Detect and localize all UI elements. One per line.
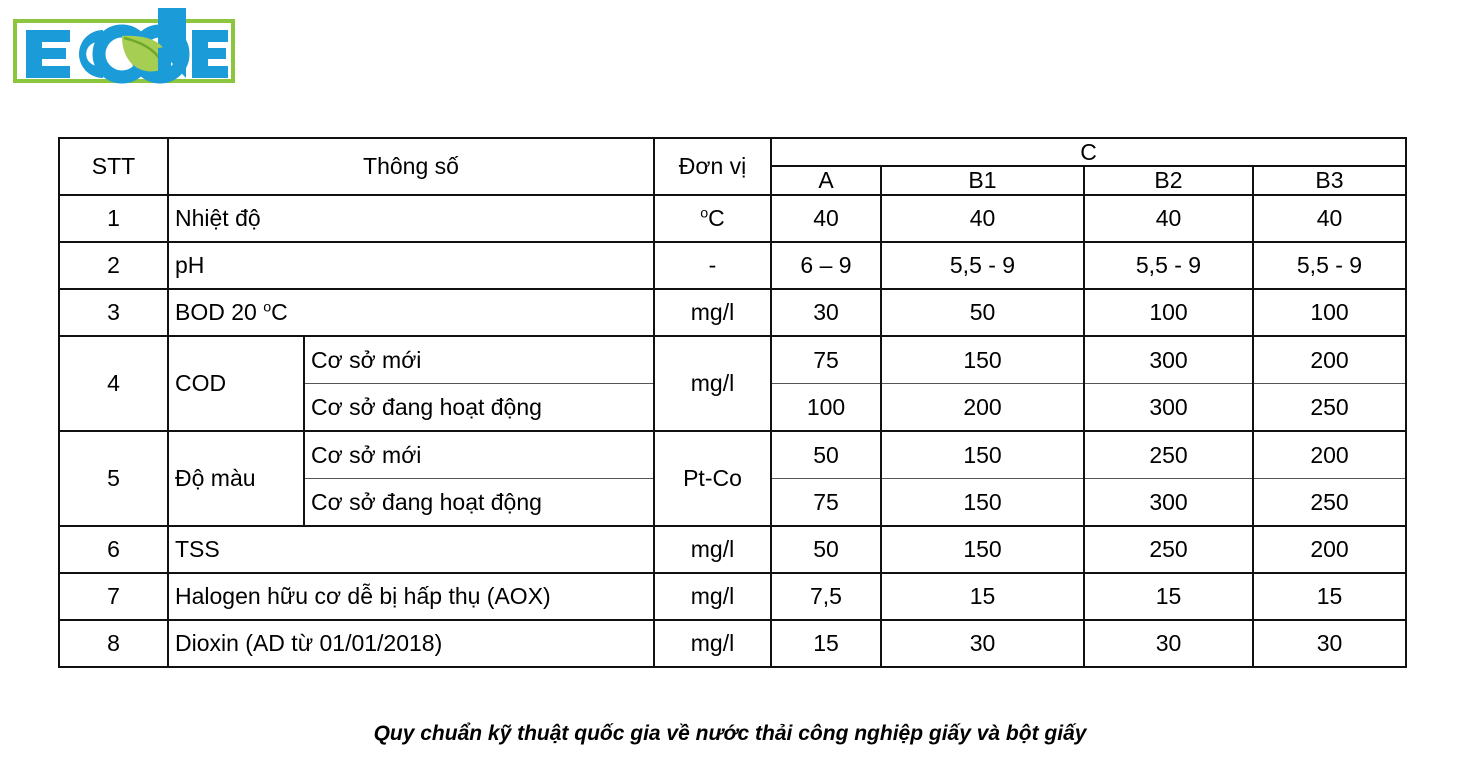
table-row (59, 195, 1406, 242)
header-row-primary (59, 138, 1406, 166)
cell-parameter: pH (168, 242, 654, 289)
cell-value-b1: 200 (881, 383, 1084, 431)
cell-value-b1: 150 (881, 526, 1084, 573)
cell-value-b2: 100 (1084, 289, 1253, 336)
cell-parameter (168, 289, 654, 336)
cell-unit: mg/l (654, 573, 771, 620)
cell-subparameter: Cơ sở đang hoạt động (304, 383, 654, 431)
econe-logo-mark (10, 4, 260, 94)
cell-value-a: 50 (771, 431, 881, 479)
cell-stt: 6 (59, 526, 168, 573)
cell-stt: 3 (59, 289, 168, 336)
cell-unit (654, 195, 771, 242)
cell-value-b2: 300 (1084, 478, 1253, 526)
cell-value-b1: 150 (881, 478, 1084, 526)
logo-letter-e1 (26, 30, 70, 78)
cell-value-b3: 100 (1253, 289, 1406, 336)
cell-value-b2: 15 (1084, 573, 1253, 620)
cell-value-b1: 50 (881, 289, 1084, 336)
wastewater-standards-table (58, 137, 1407, 668)
cell-value-b3: 200 (1253, 526, 1406, 573)
cell-value-b3: 250 (1253, 478, 1406, 526)
cell-value-b3: 200 (1253, 336, 1406, 384)
header-parameter: Thông số (168, 138, 654, 195)
cell-value-b2: 5,5 - 9 (1084, 242, 1253, 289)
table-row (59, 526, 1406, 573)
cell-stt: 2 (59, 242, 168, 289)
cell-subparameter: Cơ sở mới (304, 336, 654, 384)
parameter-unit-suffix: C (271, 299, 288, 326)
cell-parameter: COD (168, 336, 304, 431)
cell-parameter: TSS (168, 526, 654, 573)
parameter-text: BOD 20 (175, 299, 264, 326)
cell-unit: mg/l (654, 336, 771, 431)
cell-unit: mg/l (654, 620, 771, 667)
cell-value-b2: 30 (1084, 620, 1253, 667)
header-stt: STT (59, 138, 168, 195)
table-body (59, 195, 1406, 667)
cell-unit: - (654, 242, 771, 289)
logo-letter-n-stem (158, 48, 171, 78)
unit-text: C (708, 205, 725, 232)
header-c-group: C (771, 138, 1406, 166)
cell-subparameter: Cơ sở đang hoạt động (304, 478, 654, 526)
table-head (59, 138, 1406, 195)
cell-value-b3: 250 (1253, 383, 1406, 431)
table-row (59, 620, 1406, 667)
cell-value-b1: 150 (881, 336, 1084, 384)
cell-value-b1: 40 (881, 195, 1084, 242)
cell-unit: mg/l (654, 289, 771, 336)
cell-stt: 4 (59, 336, 168, 431)
table-row (59, 242, 1406, 289)
cell-value-b3: 40 (1253, 195, 1406, 242)
cell-subparameter: Cơ sở mới (304, 431, 654, 479)
cell-value-b2: 40 (1084, 195, 1253, 242)
cell-value-b2: 250 (1084, 526, 1253, 573)
cell-value-a: 40 (771, 195, 881, 242)
header-col-b1: B1 (881, 166, 1084, 194)
cell-parameter: Nhiệt độ (168, 195, 654, 242)
cell-value-a: 15 (771, 620, 881, 667)
cell-parameter: Dioxin (AD từ 01/01/2018) (168, 620, 654, 667)
cell-unit: mg/l (654, 526, 771, 573)
cell-parameter: Độ màu (168, 431, 304, 526)
table-caption: Quy chuẩn kỹ thuật quốc gia về nước thải công nghiệp giấy và bột giấy (373, 722, 1087, 745)
cell-value-a: 30 (771, 289, 881, 336)
cell-value-b3: 200 (1253, 431, 1406, 479)
cell-value-b3: 30 (1253, 620, 1406, 667)
cell-stt: 8 (59, 620, 168, 667)
cell-parameter: Halogen hữu cơ dễ bị hấp thụ (AOX) (168, 573, 654, 620)
cell-value-b2: 300 (1084, 336, 1253, 384)
table-row (59, 431, 1406, 479)
table-row (59, 336, 1406, 384)
econe-logo (10, 4, 260, 94)
header-col-b3: B3 (1253, 166, 1406, 194)
header-col-a: A (771, 166, 881, 194)
cell-unit: Pt-Co (654, 431, 771, 526)
cell-value-a: 7,5 (771, 573, 881, 620)
cell-value-a: 50 (771, 526, 881, 573)
degree-superscript: o (263, 299, 272, 316)
cell-value-a: 75 (771, 336, 881, 384)
logo-letter-e2 (192, 30, 228, 78)
table-row (59, 289, 1406, 336)
header-unit: Đơn vị (654, 138, 771, 195)
cell-value-b2: 300 (1084, 383, 1253, 431)
header-col-b2: B2 (1084, 166, 1253, 194)
cell-value-b1: 30 (881, 620, 1084, 667)
cell-value-a: 6 – 9 (771, 242, 881, 289)
cell-stt: 7 (59, 573, 168, 620)
cell-stt: 1 (59, 195, 168, 242)
cell-value-b3: 15 (1253, 573, 1406, 620)
degree-superscript: o (700, 205, 709, 222)
cell-value-a: 100 (771, 383, 881, 431)
cell-value-b3: 5,5 - 9 (1253, 242, 1406, 289)
cell-value-a: 75 (771, 478, 881, 526)
cell-value-b1: 15 (881, 573, 1084, 620)
cell-stt: 5 (59, 431, 168, 526)
cell-value-b2: 250 (1084, 431, 1253, 479)
table-row (59, 573, 1406, 620)
cell-value-b1: 5,5 - 9 (881, 242, 1084, 289)
cell-value-b1: 150 (881, 431, 1084, 479)
